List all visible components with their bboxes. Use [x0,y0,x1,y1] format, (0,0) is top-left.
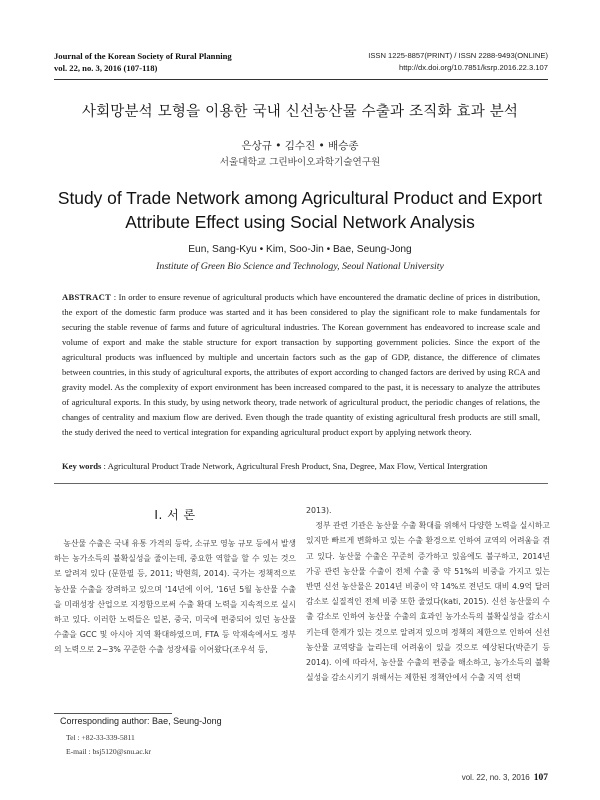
keywords-text: : Agricultural Product Trade Network, Agricultural Fresh Product, Sna, Degree, Max Flow, Vertical Intergration [103,461,488,471]
issn-block [368,50,548,74]
keywords [62,459,540,473]
issn: ISSN 1225-8857(PRINT) / ISSN 2288-9493(ONLINE) [368,51,548,60]
korean-title: 사회망분석 모형을 이용한 국내 신선농산물 수출과 조직화 효과 분석 [81,104,519,120]
body-right-column [306,503,550,685]
body-paragraph-continued: 2013). [306,506,332,515]
english-affiliation: Institute of Green Bio Science and Technology, Seoul National University [156,261,444,272]
english-authors: Eun, Sang-Kyu • Kim, Soo-Jin • Bae, Seung-Jong [188,244,412,255]
korean-authors: 은상규 • 김수진 • 배승종 [241,140,359,152]
section-heading: I. 서 론 [154,508,196,522]
footnote-divider [54,713,172,714]
english-title [50,186,550,234]
corresponding-author: Corresponding author: Bae, Seung-Jong [60,716,222,726]
body-paragraph: 정부 관련 기관은 농산물 수출 확대를 위해서 다양한 노력을 실시하고 있지만 빠르게 변화하고 있는 수출 환경으로 인하여 교역의 어려움을 겪고 있다. 농산물 수출은 꾸준히 증가하고 있음에도 불구하고, 2014년 가공 관련 농산물 수출이 전체 수출 중 약 51%의 비중을 가지고 있는 반면 신선 농산물은 2014년 비중이 약 14%로 전년도 대비 4.9억 달러 감소로 실질적인 전체 비중 또한 줄었다(kati, 2015). 신선 농산물의 수출 감소로 인하여 농산물 수출의 효과인 농가소득의 불확실성을 감소시키는데 한계가 있는 것으로 알려져 있으며 정책의 제한으로 인하여 신선 농산물 교역량을 늘리는데 어려움이 있을 것으로 예상된다(박준기 등 2014). 이에 따라서, 농산물 수출의 편중을 해소하고, 농가소득의 불확실성을 감소시키기 위해서는 제한된 정책안에서 수출 지역 선택 [306,521,551,683]
keywords-divider [54,483,548,484]
body-left-column [54,536,296,658]
volume-info: vol. 22, no. 3, 2016 (107-118) [54,63,158,73]
keywords-label: Key words [62,461,102,471]
doi-link[interactable]: http://dx.doi.org/10.7851/ksrp.2016.22.3.107 [398,63,548,72]
abstract-text: : In order to ensure revenue of agricultural products which have encountered the dramatic decline of prices in distribution, the export of the domestic farm produce was started and it has been considered to play the significant role to make fundamentals for securing the stable revenue of farms and future of agricultural industries. The Korean government has endeavored to increase scale and volume of export and make the stable structure for export transaction by supporting government policies. Since the export of the agricultural products was influenced by multiple and uncertain factors such as the gap of GDP, distance, the difference of climates between countries, in this study of agricultural exports, the attributes of export according to changed factors are derived by using RCA and gravity model. As the complexity of export environment has been increased compared to the past, it is necessary to analyze the attributes of agricultural exports. In this study, by using network theory, trade network of agricultural product, the periodic changes of relations, the changes of centrality and maxium flow are derived. Even though the trade quantity of existing agricultural fresh products are still small, the study derived the need to vertical integration for expanding agricultural product export by applying network theory. [62,292,540,438]
page-number: 107 [533,773,548,783]
english-title-line2: Attribute Effect using Social Network Analysis [125,212,475,232]
footer-volume: vol. 22, no. 3, 2016 [461,773,530,782]
header-divider [54,79,548,80]
body-paragraph: 농산물 수출은 국내 유통 가격의 등락, 소규모 영농 규모 등에서 발생하는 농가소득의 불확실성을 줄이는데, 중요한 역할을 할 수 있는 것으로 알려져 있다 (문한필 등, 2011; 박현희, 2014). 국가는 정책적으로 농산물 수출을 장려하고 있으며 '14년에 이어, '16년 5월 농산물 수출을 미래성장 산업으로 지정함으로써 수출 확대 노력을 지속적으로 실시하고 있다. 이러한 노력들은 일본, 중국, 미국에 편중되어 있던 농산물 수출을 GCC 및 아시아 지역 확대하였으며, FTA 등 악재속에서도 정부의 노력으로 2~3% 꾸준한 수출 성장세를 이어왔다(조우석 등, [54,539,296,655]
page-footer [462,773,548,783]
korean-affiliation: 서울대학교 그린바이오과학기술연구원 [219,157,381,168]
corresponding-email[interactable]: E-mail : bsj5120@snu.ac.kr [66,747,152,756]
abstract-label: ABSTRACT [62,292,112,302]
corresponding-phone: Tel : +82-33-339-5811 [66,733,135,742]
abstract [62,290,540,440]
english-title-line1: Study of Trade Network among Agricultural Product and Export [57,188,543,208]
journal-header [54,50,232,74]
journal-name: Journal of the Korean Society of Rural Planning [54,51,232,61]
